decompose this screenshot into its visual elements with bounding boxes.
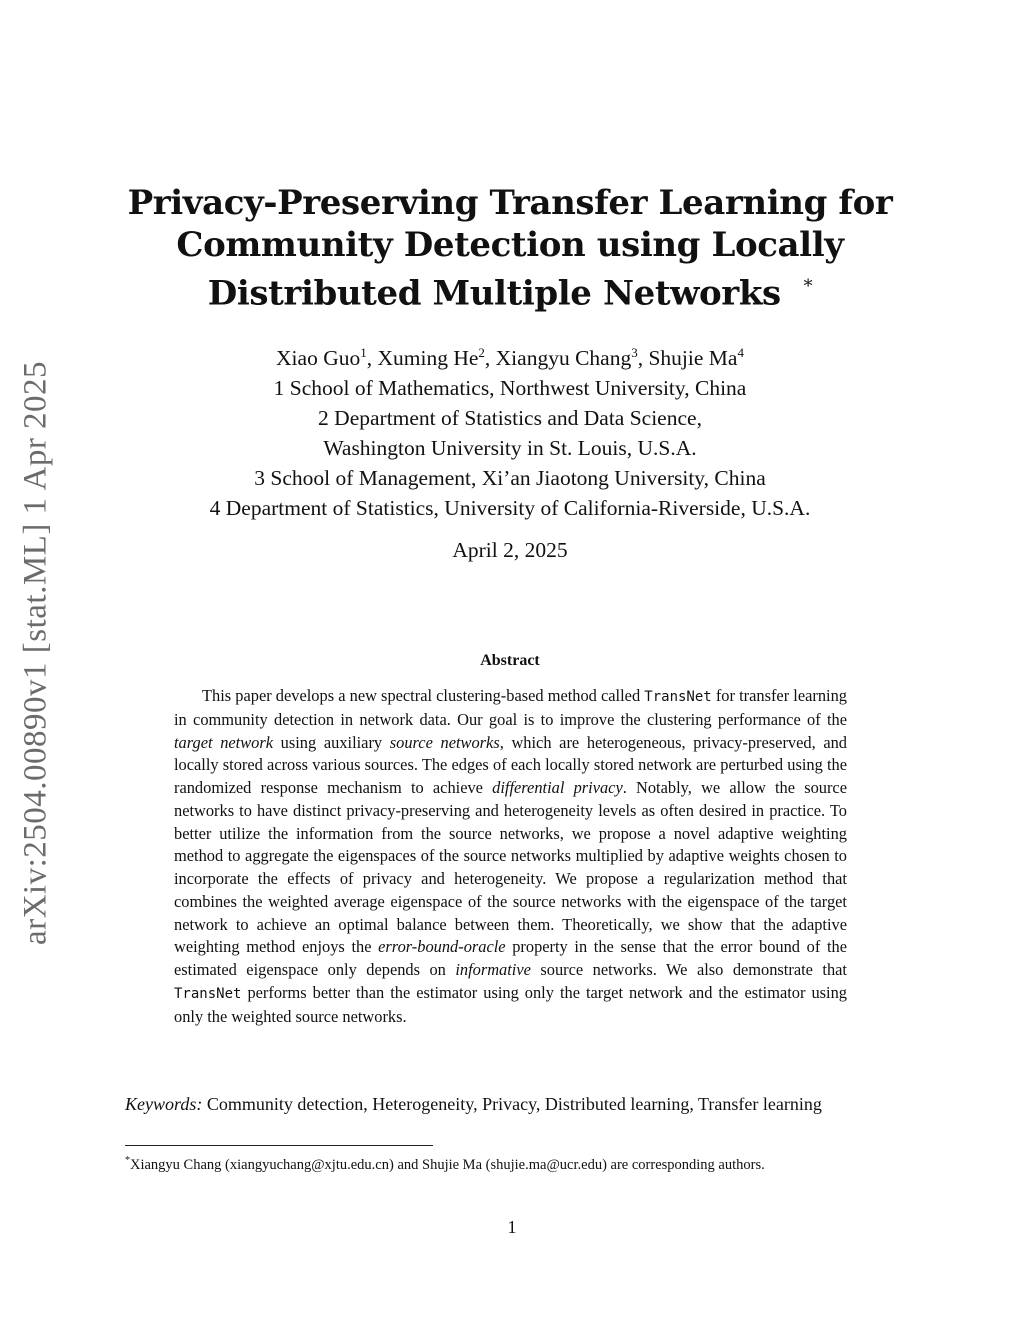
title-footnote-mark: * (803, 276, 813, 297)
keywords-text: Community detection, Heterogeneity, Privacy, Distributed learning, Transfer learning (202, 1094, 822, 1114)
affiliation: 1 School of Mathematics, Northwest University, China (273, 376, 747, 401)
title-line-3: Distributed Multiple Networks * (207, 273, 813, 314)
author-name: Xuming He (377, 346, 479, 371)
author-block (120, 338, 900, 523)
abstract-heading: Abstract (480, 652, 540, 669)
paper-title (120, 182, 900, 314)
keywords (125, 1092, 896, 1116)
affiliation: 3 School of Management, Xi’an Jiaotong University, China (254, 466, 766, 491)
arxiv-identifier: arXiv:2504.00890v1 [stat.ML] 1 Apr 2025 (17, 360, 54, 945)
abstract-body: This paper develops a new spectral clustering-based method called TransNet for transfer learning in community detection in network data. Our goal is to improve the clustering performance of the target network using auxiliary source networks, which are heterogeneous, privacy-preserved, and locally stored across various sources. The edges of each locally stored network are perturbed using the randomized response mechanism to achieve differential privacy. Notably, we allow the source networks to have distinct privacy-preserving and heterogeneity levels as often desired in practice. To better utilize the information from the source networks, we propose a novel adaptive weighting method to aggregate the eigenspaces of the source networks multiplied by adaptive weights chosen to incorporate the effects of privacy and heterogeneity. We propose a regularization method that combines the weighted average eigenspace of the source networks with the eigenspace of the target network to achieve an optimal balance between them. Theoretically, we show that the adaptive weighting method enjoys the error-bound-oracle property in the sense that the error bound of the estimated eigenspace only depends on informative source networks. We also demonstrate that TransNet performs better than the estimator using only the target network and the estimator using only the weighted source networks. (174, 686, 847, 1026)
arxiv-sidebar (6, 355, 66, 950)
method-name: TransNet (174, 985, 242, 1002)
page-number: 1 (507, 1217, 517, 1237)
affiliation: 4 Department of Statistics, University of California-Riverside, U.S.A. (209, 496, 811, 521)
footnote-divider (125, 1145, 433, 1146)
author-name: Xiangyu Chang (495, 346, 632, 371)
title-line-2: Community Detection using Locally (176, 225, 844, 265)
title-line-1: Privacy-Preserving Transfer Learning for (127, 183, 893, 223)
affiliation: 2 Department of Statistics and Data Science, (318, 406, 702, 431)
author-name: Xiao Guo (276, 346, 361, 371)
author-name: Shujie Ma (648, 346, 738, 371)
author-list: Xiao Guo$^1$, Xuming He$^2$, Xiangyu Chang$^3$, Shujie Ma$^4$ (276, 345, 744, 371)
footnote: *Xiangyu Chang (xiangyuchang@xjtu.edu.cn) and Shujie Ma (shujie.ma@ucr.edu) are corresponding authors. (125, 1155, 765, 1173)
keywords-label: Keywords: (125, 1094, 203, 1114)
method-name: TransNet (644, 689, 712, 705)
affiliation: Washington University in St. Louis, U.S.A. (323, 436, 697, 461)
paper-date: April 2, 2025 (452, 538, 568, 562)
